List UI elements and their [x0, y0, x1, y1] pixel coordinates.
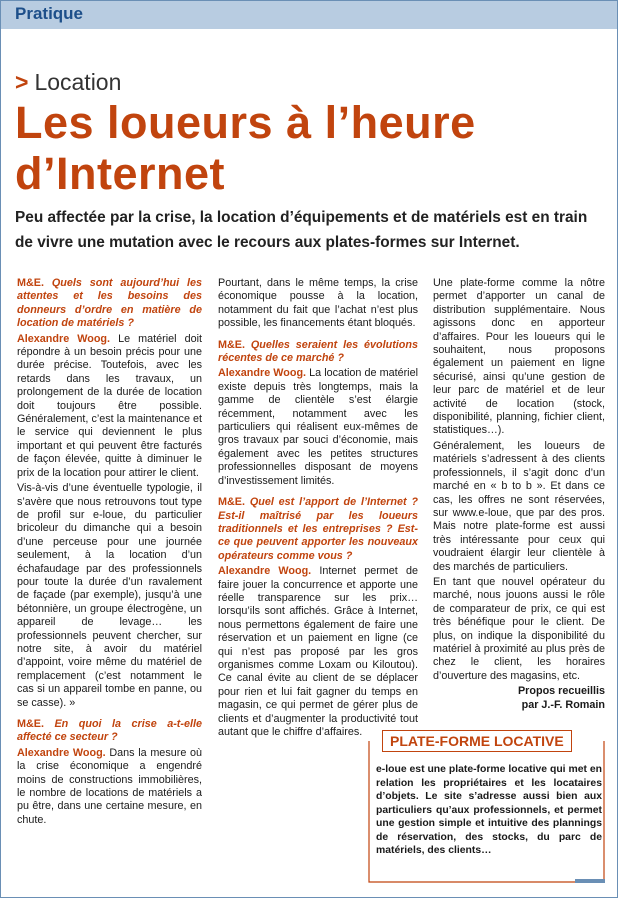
- sidebar-box: [368, 733, 605, 883]
- answer-2: [17, 747, 202, 827]
- signature-line-2: par J.-F. Romain: [521, 698, 605, 711]
- answer-3: [218, 367, 418, 488]
- text-column-3: [433, 277, 605, 712]
- question-4: [218, 496, 418, 563]
- speaker-name: Alexandre Woog.: [218, 565, 312, 578]
- answer-paragraph: En tant que nouvel opérateur du marché, nous jouons aussi le rôle de comparateur de prix, ce qui est très bénéfique pour le client. De plus, on indique la disponibilité du matériel à proximité au plus près de chez le client, les horaires d’ouverture des magasins, etc.: [433, 575, 605, 682]
- answer-text: Internet permet de faire jouer la concurrence et apporte une réelle transparence sur les prix… lorsqu’ils sont affichés. Grâce à Internet, nous permettons également de faire une réservation et un paiement en ligne (ce qui n’est pas proposé par les gros organismes comme Loxam ou Kiloutou). Ce canal évite au client de se déplacer pour rien et lui fait gagner du temps en magasin, ce qui permet de gérer plus de clients et d’augmenter la productivité tout autant que le chiffre d’affaires.: [218, 565, 418, 738]
- magazine-tag: M&E.: [17, 718, 44, 730]
- kicker-text: Location: [34, 69, 122, 95]
- answer-paragraph: Généralement, les loueurs de matériels s’adressent à des clients professionnels, il s’agit donc d’un marché en « b to b ». Et dans ce cas, les offres ne sont réservées, sur www.e-loue, que par des pros. Mais notre plate-forme est aussi très intéressante pour ceux qui voudraient élargir leur clientèle à des marchés de particuliers.: [433, 439, 605, 573]
- answer-text: Dans la mesure où la crise économique a engendré moins de constructions immobilières, le nombre de locations de matériels a pu être, dans une certaine mesure, en chute.: [17, 746, 203, 826]
- text-column-2: [218, 277, 418, 741]
- arrow-icon: >: [15, 69, 29, 95]
- question-1: [17, 277, 202, 331]
- rubric-title: Pratique: [15, 4, 84, 23]
- signature: [433, 685, 605, 712]
- answer-paragraph: Une plate-forme comme la nôtre permet d’apporter un canal de distribution supplémentaire. Nous agissons donc en apporteur d’affaires. Pour les loueurs qui le souhaitent, nous proposons également un paiement en ligne sécurisé, ainsi qu’une gestion de leur parc de matériel et de leur activité de location (stock, disponibilité, planning, fichier client, statistiques…).: [433, 277, 605, 437]
- answer-text: La location de matériel existe depuis très longtemps, mais la gamme de clientèle s’est élargie récemment, notamment avec les particuliers qui réalisent eux-mêmes de gros travaux par souci d’économie, mais également avec les petites structures professionnelles disposant de moyens d’investissement limités.: [218, 367, 418, 487]
- sidebar-box-title: PLATE-FORME LOCATIVE: [382, 730, 572, 752]
- answer-1: [17, 333, 202, 480]
- text-column-1: [17, 277, 202, 829]
- answer-paragraph: Pourtant, dans le même temps, la crise économique pousse à la location, notamment du fait que l’achat n’est plus possible, les financements étant bloqués.: [218, 277, 418, 330]
- headline: Les loueurs à l’heure d’Internet: [15, 97, 476, 199]
- question-3: [218, 339, 418, 366]
- speaker-name: Alexandre Woog.: [218, 367, 307, 380]
- magazine-tag: M&E.: [218, 496, 245, 509]
- question-text: Quel est l’apport de l’Internet ? Est-il maîtrisé par les loueurs traditionnels et les entreprises ? Est-ce que peuvent apporter les nouveaux opérateurs comme vous ?: [218, 496, 418, 562]
- signature-line-1: Propos recueillis: [517, 685, 605, 698]
- speaker-name: Alexandre Woog.: [17, 746, 106, 759]
- sidebar-box-text: e-loue est une plate-forme locative qui met en relation les propriétaires et les locataires d’objets. Le site s’adresse aussi bien aux particuliers qu’aux professionnels, et permet une gestion simple et intuitive des plannings de réservation, des stocks, du parc de matériels, des clients…: [376, 764, 602, 856]
- question-2: [17, 718, 202, 745]
- standfirst: Peu affectée par la crise, la location d’équipements et de matériels est en train de vivre une mutation avec le recours aux plates-formes sur Internet.: [15, 209, 588, 251]
- rubric-bar: [1, 1, 617, 29]
- question-text: Quelles seraient les évolutions récentes de ce marché ?: [218, 338, 419, 365]
- magazine-tag: M&E.: [17, 277, 44, 289]
- speaker-name: Alexandre Woog.: [17, 332, 111, 345]
- answer-text: Le matériel doit répondre à un besoin précis pour une durée précise. Toutefois, avec les retards dans les travaux, un prolongement de la durée de location doit toujours être possible. Généralement, c’est la maintenance et le service qui deviennent le plus important et qui peuvent être facturés de façon élevée, quitte à diminuer le prix de la location pour attirer le client.: [17, 332, 202, 479]
- magazine-tag: M&E.: [218, 338, 245, 351]
- answer-paragraph: Vis-à-vis d’une éventuelle typologie, il s’avère que nous retrouvons tout type de profil sur e-loue, du particulier bricoleur du dimanche qui a besoin d’une perceuse pour une journée seulement, à la location d’un échafaudage par des professionnels pour toute la durée d’un ravalement de façade (par exemple), jusqu’à une bétonnière, un groupe électrogène, un appareil de levage… les professionnels peuvent chercher, sur notre site, à avoir du matériel d’appoint, voire même du matériel de remplacement (c’est notamment le cas si un appareil tombe en panne, ou se casse). »: [17, 482, 202, 709]
- question-text: En quoi la crise a-t-elle affecté ce secteur ?: [17, 718, 202, 744]
- kicker: [15, 69, 121, 96]
- answer-4: [218, 565, 418, 739]
- corner-accent: [575, 879, 605, 883]
- question-text: Quels sont aujourd’hui les attentes et les besoins des donneurs d’ordre en matière de location de matériels ?: [17, 277, 203, 330]
